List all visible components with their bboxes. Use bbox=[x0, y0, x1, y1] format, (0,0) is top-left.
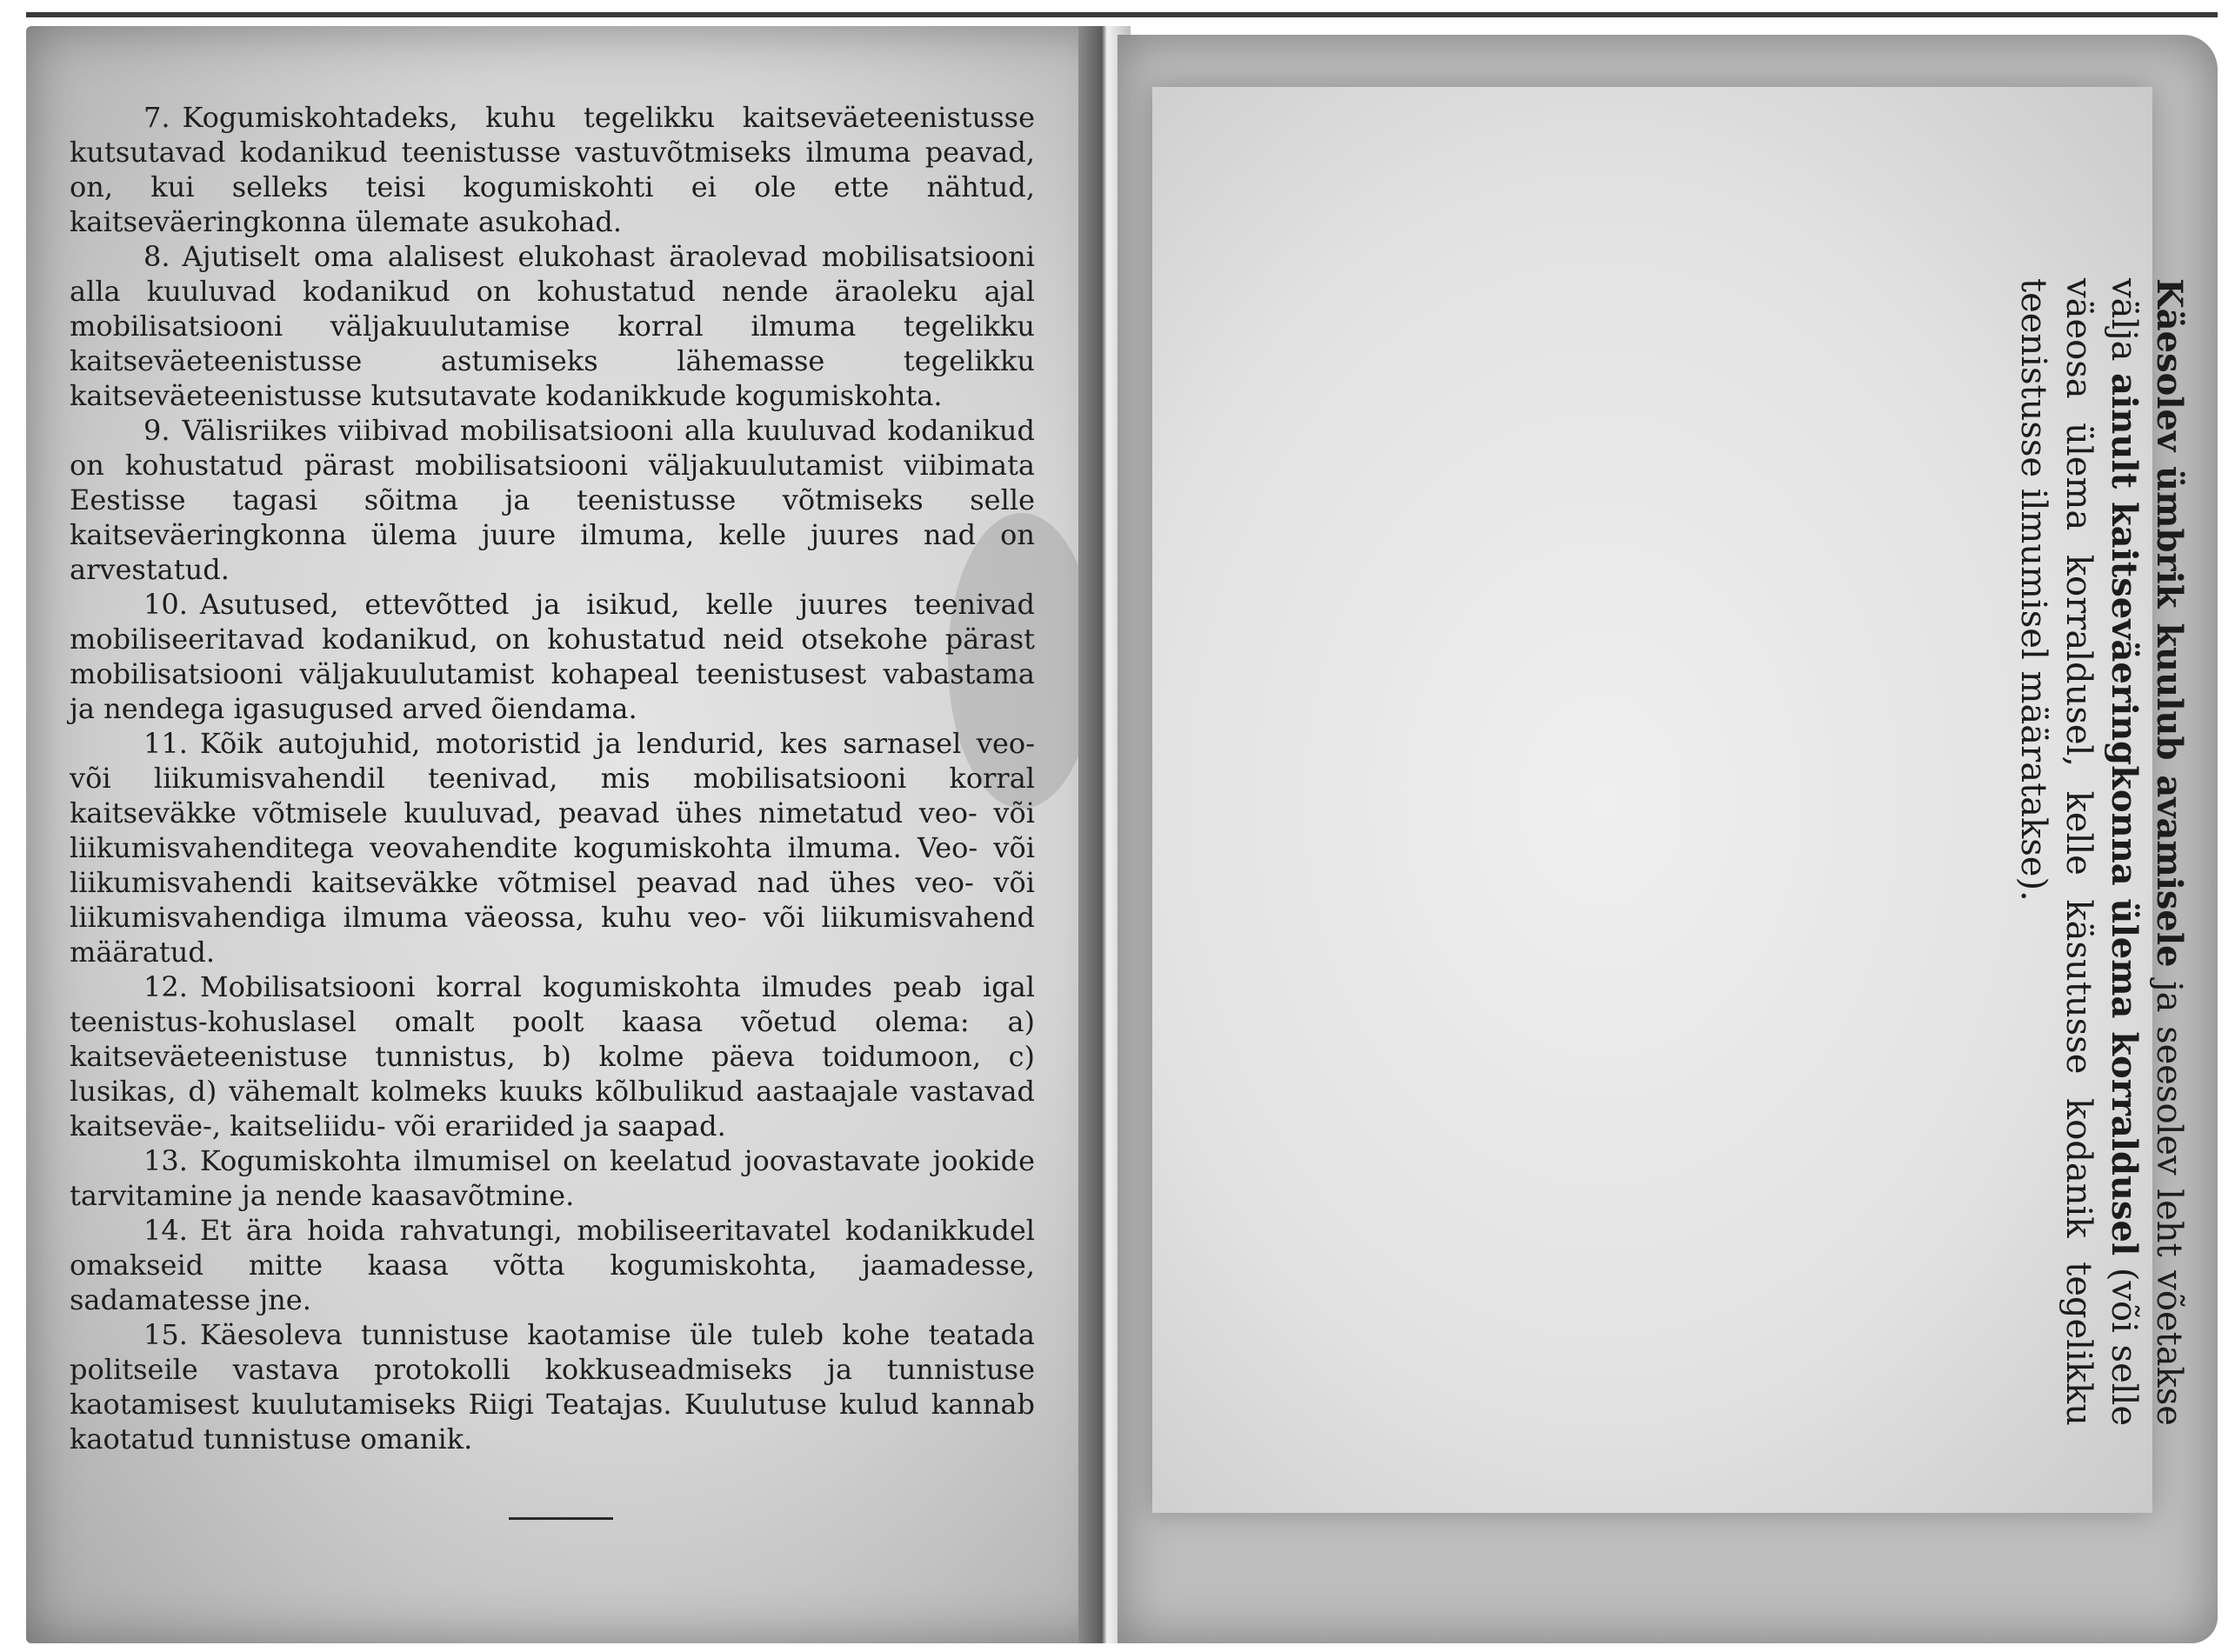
paragraph-12: 12. Mobilisatsiooni korral kogumiskohta ilmudes peab igal teenistus-kohuslasel omalt poolt kaasa võetud olema: a) kaitseväeteenistuse tunnistus, b) kolme päeva toidumoon, c) lusikas, d) vähemalt kolmeks kuuks kõlbulikud aastaajale vastavad kaitseväe-, kaitseliidu- või erariided ja saapad. bbox=[70, 970, 1035, 1142]
envelope-notice-text: Käesolev ümbrik kuulub avamisele ja seesolev leht võetakse välja ainult kaitseväeringkonna ülema korraldusel (või selle väeosa ülema korraldusel, kelle käsutusse kodanik tegelikku teenistusse ilmumisel määratakse). bbox=[2013, 278, 2190, 1427]
paragraph-13: 13. Kogumiskohta ilmumisel on keelatud joovastavate jookide tarvitamine ja nende kaasavõtmine. bbox=[70, 1144, 1035, 1212]
envelope-sheet bbox=[1152, 87, 2152, 1513]
paragraph-8: 8. Ajutiselt oma alalisest elukohast äraolevad mobilisatsiooni alla kuuluvad kodanikud on kohustatud nende äraoleku ajal mobilisatsiooni väljakuulutamise korral ilmuma tegelikku kaitseväeteenistusse astumiseks lähemasse tegelikku kaitseväeteenistusse kutsutavate kodanikkude kogumiskohta. bbox=[70, 240, 1035, 412]
paragraph-14: 14. Et ära hoida rahvatungi, mobiliseeritavatel kodanikkudel omakseid mitte kaasa võtta kogumiskohta, jaamadesse, sadamatesse jne. bbox=[70, 1214, 1035, 1316]
paragraph-11: 11. Kõik autojuhid, motoristid ja lendurid, kes sarnasel veo- või liikumisvahendil teenivad, mis mobilisatsiooni korral kaitseväkke võtmisele kuuluvad, peavad ühes nimetatud veo- või liikumisvahenditega veovahendite kogumiskohta ilmuma. Veo- või liikumisvahendi kaitseväkke võtmisel peavad nad ühes veo- või liikumisvahendiga ilmuma väeossa, kuhu veo- või liikumisvahend määratud. bbox=[70, 727, 1035, 969]
scan-top-edge bbox=[26, 12, 2218, 17]
end-rule bbox=[509, 1517, 613, 1520]
paragraph-7: 7. Kogumiskohtadeks, kuhu tegelikku kaitseväeteenistusse kutsutavad kodanikud teenistusse vastuvõtmiseks ilmuma peavad, on, kui selleks teisi kogumiskohti ei ole ette nähtud, kaitseväeringkonna ülemate asukohad. bbox=[70, 101, 1035, 238]
left-page-text bbox=[70, 100, 1035, 1456]
paragraph-9: 9. Välisriikes viibivad mobilisatsiooni alla kuuluvad kodanikud on kohustatud pärast mobilisatsiooni väljakuulutamist viibimata Eestisse tagasi sõitma ja teenistusse võtmiseks selle kaitseväeringkonna ülema juure ilmuma, kelle juures nad on arvestatud. bbox=[70, 414, 1035, 586]
paragraph-15: 15. Käesoleva tunnistuse kaotamise üle tuleb kohe teatada politseile vastava protokolli kokkuseadmiseks ja tunnistuse kaotamisest kuulutamiseks Riigi Teatajas. Kuulutuse kulud kannab kaotatud tunnistuse omanik. bbox=[70, 1318, 1035, 1455]
paragraph-10: 10. Asutused, ettevõtted ja isikud, kelle juures teenivad mobiliseeritavad kodanikud, on kohustatud neid otsekohe pärast mobilisatsiooni väljakuulutamist kohapeal teenistusest vabastama ja nendega igasugused arved õiendama. bbox=[70, 588, 1035, 725]
envelope-notice bbox=[2011, 278, 2192, 1426]
